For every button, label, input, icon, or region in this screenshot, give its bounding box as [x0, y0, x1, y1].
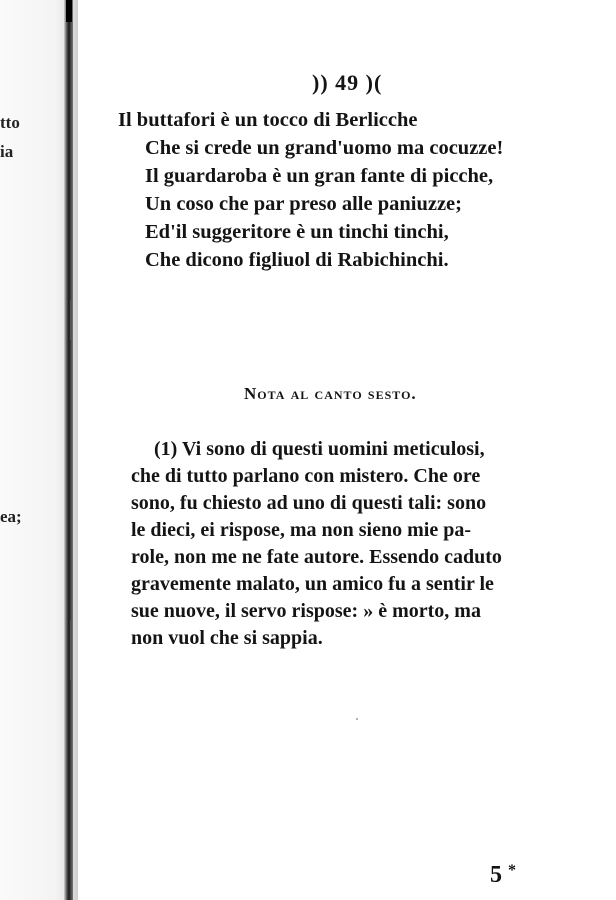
note-title: Nota al canto sesto. — [244, 384, 417, 403]
poem-line: Che si crede un grand'uomo ma cocuzze! — [145, 137, 504, 159]
poem-line: Il buttafori è un tocco di Berlicche — [118, 109, 418, 131]
poem-line: Il guardaroba è un gran fante di picche, — [145, 165, 494, 187]
footnote-line: le dieci, ei rispose, ma non sieno mie pa- — [131, 519, 471, 541]
footnote-line: sono, fu chiesto ad uno di questi tali: sono — [131, 492, 487, 514]
left-page-fragment: ea; — [0, 507, 22, 526]
footnote-line: che di tutto parlano con mistero. Che ore — [131, 465, 481, 487]
footnote-line: (1) Vi sono di questi uomini meticulosi, — [154, 438, 485, 460]
poem-line: Un coso che par preso alle paniuzze; — [145, 193, 462, 215]
footnote-line: role, non me ne fate autore. Essendo caduto — [131, 546, 502, 568]
left-page-fragment: ia — [0, 142, 14, 161]
signature-star: * — [508, 862, 516, 879]
spine-crease — [70, 300, 72, 340]
poem-line: Ed'il suggeritore è un tinchi tinchi, — [145, 221, 449, 243]
book-spine — [64, 0, 73, 900]
footnote-paragraph — [131, 436, 502, 652]
poem-line: Che dicono figliuol di Rabichinchi. — [145, 249, 449, 271]
signature-number: 5 — [490, 862, 502, 888]
book-spine-top-shadow — [66, 0, 72, 22]
paper-speck — [356, 718, 358, 720]
page-number: )) 49 )( — [312, 70, 383, 95]
footnote-line: gravemente malato, un amico fu a sentir le — [131, 573, 494, 595]
footnote-line: non vuol che si sappia. — [131, 627, 323, 649]
poem-stanza — [118, 106, 503, 274]
footnote-line: sue nuove, il servo rispose: » è morto, ma — [131, 600, 481, 622]
printer-signature-mark — [490, 862, 516, 889]
left-page-fragment: tto — [0, 113, 20, 132]
spine-crease — [70, 620, 72, 680]
